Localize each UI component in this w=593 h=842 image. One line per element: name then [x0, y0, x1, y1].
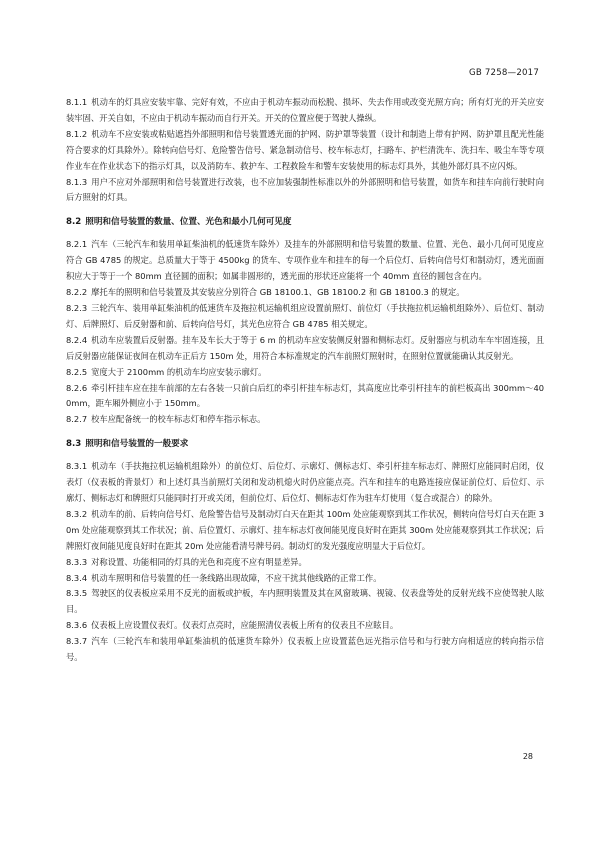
clause-text: 机动车的前、后转向信号灯、危险警告信号及制动灯白天在距其 100m 处应能观察到其工作状况，侧转向信号灯白天在距 30m 处应能观察到其工作状况；前、后位置灯、示廓灯、挂车标志灯夜间能见度良好时在距其 300m 处应能观察到其工作状况；后牌照灯夜间能见度良好时在距其 20m 处应能看清号牌号码。制动灯的发光强度应明显大于后位灯。: [66, 508, 544, 551]
clause-number: 8.2.3: [66, 302, 88, 313]
clause-paragraph: [66, 381, 544, 413]
clause-number: 8.2.2: [66, 287, 88, 298]
clause-paragraph: [66, 175, 544, 207]
clause-paragraph: [66, 459, 544, 507]
clause-paragraph: [66, 412, 544, 428]
clause-paragraph: [66, 634, 544, 666]
clause-number: 8.3: [66, 439, 82, 450]
clause-text: 照明和信号装置的一般要求: [85, 439, 189, 450]
clause-text: 宽度大于 2100mm 的机动车均应安装示廓灯。: [91, 366, 267, 377]
clause-text: 校车应配备统一的校车标志灯和停车指示标志。: [91, 414, 266, 425]
clause-paragraph: [66, 618, 544, 634]
clause-number: 8.3.6: [66, 620, 88, 631]
clause-number: 8.1.1: [66, 97, 88, 107]
clause-number: 8.2.1: [66, 239, 88, 250]
clause-text: 对称设置、功能相同的灯具的光色和亮度不应有明显差异。: [91, 556, 307, 567]
clause-number: 8.3.2: [66, 508, 88, 519]
section-heading: [66, 436, 544, 452]
clause-text: 机动车应装置后反射器。挂车及车长大于等于 6 m 的机动车应安装侧反射器和侧标志灯。反射器应与机动车车牢固连接，且后反射器应能保证夜间在机动车正后方 150m 处，用符合本标准规定的汽车前照灯照射时，在照射位置就能确认其反射光。: [66, 334, 544, 361]
page-number: 28: [522, 752, 533, 761]
clause-paragraph: [66, 301, 544, 333]
clause-paragraph: [66, 237, 544, 285]
clause-number: 8.2: [66, 217, 82, 228]
clause-paragraph: [66, 365, 544, 381]
clause-number: 8.1.3: [66, 176, 88, 187]
clause-text: 仪表板上应设置仪表灯。仪表灯点亮时，应能照清仪表板上所有的仪表且不应眩目。: [91, 620, 399, 631]
clause-number: 8.3.7: [66, 636, 88, 647]
clause-number: 8.2.5: [66, 366, 88, 377]
standard-code: GB 7258—2017: [468, 68, 539, 78]
clause-text: 机动车的灯具应安装牢靠、完好有效，不应由于机动车振动而松脱、损坏、失去作用或改变光照方向；所有灯光的开关应安装牢固、开关自如，不应由于机动车振动而自行开关。开关的位置应便于驾驶人操纵。: [66, 97, 544, 123]
clause-text: 机动车（手扶拖拉机运输机组除外）的前位灯、后位灯、示廓灯、侧标志灯、牵引杆挂车标志灯、牌照灯应能同时启闭，仪表灯（仪表板的背景灯）和上述灯具当前照灯关闭和发动机熄火时仍应能点亮。汽车和挂车的电路连接应保证前位灯、后位灯、示廓灯、侧标志灯和牌照灯只能同时打开或关闭，但前位灯、后位灯、侧标志灯作为驻车灯使用（复合或混合）的除外。: [66, 461, 544, 504]
clause-paragraph: [66, 507, 544, 555]
clause-number: 8.1.2: [66, 128, 88, 139]
clause-text: 机动车照明和信号装置的任一条线路出现故障，不应干扰其他线路的正常工作。: [91, 572, 382, 583]
clause-paragraph: [66, 555, 544, 571]
clause-paragraph: [66, 127, 544, 175]
clause-text: 驾驶区的仪表板应采用不反光的面板或护板，车内照明装置及其在风窗玻璃、视镜、仪表盘等处的反射光线不应使驾驶人眩目。: [66, 588, 544, 615]
clause-number: 8.3.1: [66, 461, 88, 472]
clause-number: 8.2.7: [66, 414, 88, 425]
clause-paragraph: [66, 333, 544, 365]
clause-number: 8.2.4: [66, 334, 88, 345]
clause-text: 牵引杆挂车应在挂车前部的左右各装一只前白后红的牵引杆挂车标志灯，其高度应比牵引杆挂车的前栏板高出 300mm～400mm，距车厢外侧应小于 150mm。: [66, 382, 544, 409]
clause-text: 用户不应对外部照明和信号装置进行改装，也不应加装强制性标准以外的外部照明和信号装置，如货车和挂车向前行驶时向后方照射的灯具。: [66, 176, 544, 203]
clause-text: 汽车（三轮汽车和装用单缸柴油机的低速货车除外）及挂车的外部照明和信号装置的数量、位置、光色、最小几何可见度应符合 GB 4785 的规定。总质量大于等于 4500kg 的货车、专项作业车和挂车的每一个后位灯、后转向信号灯和制动灯，透光面面积应大于等于一个 80mm 直径圆的面积；如属非圆形的，透光面的形状还应能将一个 40mm 直径的圆包含在内。: [66, 239, 544, 282]
clause-number: 8.3.3: [66, 556, 88, 567]
clause-text: 三轮汽车、装用单缸柴油机的低速货车及拖拉机运输机组应设置前照灯、前位灯（手扶拖拉机运输机组除外）、后位灯、制动灯、后牌照灯、后反射器和前、后转向信号灯，其光色应符合 GB 4785 相关规定。: [66, 302, 544, 329]
clause-number: 8.3.4: [66, 572, 88, 583]
clause-text: 机动车不应安装或粘贴遮挡外部照明和信号装置透光面的护网、防护罩等装置（设计和制造上带有护网、防护罩且配光性能符合要求的灯具除外）。除转向信号灯、危险警告信号、紧急制动信号、校车标志灯，扫路车、护栏清洗车、洗扫车、吸尘车等专项作业车在作业状态下的指示灯具，以及消防车、救护车、工程救险车和警车安装使用的标志灯具外，其他外部灯具不应闪烁。: [66, 128, 544, 171]
clause-paragraph: [66, 571, 544, 587]
clause-number: 8.2.6: [66, 382, 88, 393]
clause-number: 8.3.5: [66, 588, 88, 599]
clause-text: 摩托车的照明和信号装置及其安装应分别符合 GB 18100.1、GB 18100.2 和 GB 18100.3 的规定。: [91, 287, 465, 298]
clause-text: 汽车（三轮汽车和装用单缸柴油机的低速货车除外）仪表板上应设置蓝色远光指示信号和与行驶方向相适应的转向指示信号。: [66, 636, 544, 663]
clause-paragraph: [66, 95, 544, 127]
clause-text: 照明和信号装置的数量、位置、光色和最小几何可见度: [85, 217, 292, 228]
section-heading: [66, 214, 544, 230]
document-body: [66, 95, 544, 666]
clause-paragraph: [66, 285, 544, 301]
clause-paragraph: [66, 586, 544, 618]
